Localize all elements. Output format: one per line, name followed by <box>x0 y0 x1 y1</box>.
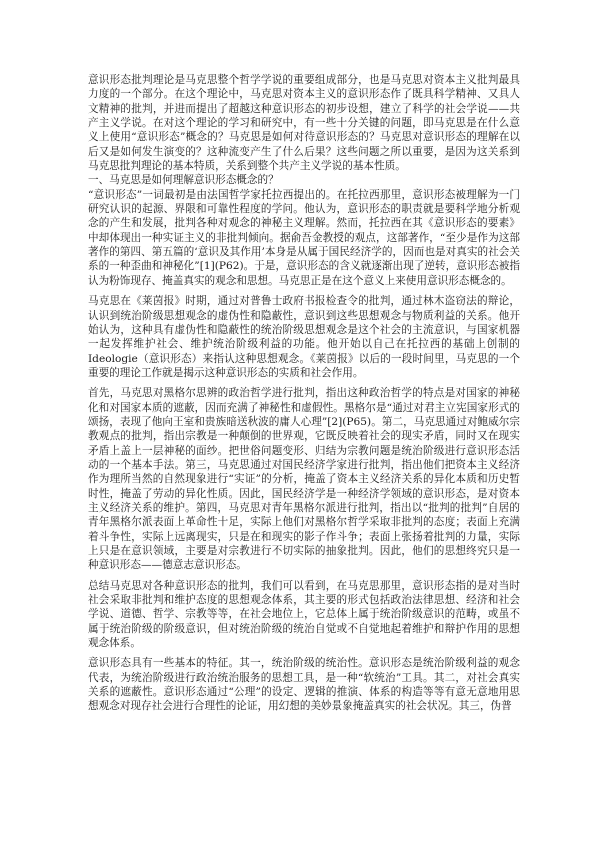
paragraph-origin-of-ideology: “意识形态”一词最初是由法国哲学家托拉西提出的。在托拉西那里，意识形态被理解为一门研究认识的起源、界限和可靠性程度的学问。他认为，意识形态的职责就是要科学地分析观念的产生和发展，批判各种对观念的神秘主义理解。然而，托拉西在其《意识形态的要素》中却体现出一种实证主义的非批判倾向。据俞吾金教授的观点，这部著作，“至少是作为这部著作的第四、第五篇的‘意识及其作用’本身是从属于国民经济学的，因而也是对真实的社会关系的一种歪曲和神秘化”[1](P62)。于是，意识形态的含义就逐渐出现了逆转，意识形态被指认为粉饰现存、掩盖真实的观念和思想。马克思正是在这个意义上来使用意识形态概念的。 <box>88 188 520 287</box>
document-page <box>88 73 520 714</box>
paragraph-summary: 总结马克思对各种意识形态的批判，我们可以看到，在马克思那里，意识形态指的是对当时社会采取非批判和维护态度的思想观念体系，其主要的形式包括政治法律思想、经济和社会学说、道德、哲学、宗教等等，在社会地位上，它总体上属于统治阶级意识的范畴，或虽不属于统治阶级的阶级意识，但对统治阶级的统治自觉或不自觉地起着维护和辩护作用的思想观念体系。 <box>88 579 520 650</box>
paragraph-features: 意识形态具有一些基本的特征。其一，统治阶级的统治性。意识形态是统治阶级利益的观念代表，为统治阶级进行政治统治服务的思想工具，是一种“软统治”工具。其二，对社会真实关系的遮蔽性。意识形态通过“公理”的设定、逻辑的推演、体系的构造等等有意无意地用思想观念对现存社会进行合理性的论证，用幻想的美妙景象掩盖真实的社会状况。其三，伪普 <box>88 657 520 713</box>
section-heading: 一、马克思是如何理解意识形态概念的？ <box>88 174 279 187</box>
paragraph-rheinische-zeitung: 马克思在《莱茵报》时期，通过对普鲁士政府书报检查令的批判，通过林木盗窃法的辩论，认识到统治阶级思想观念的虚伪性和隐蔽性，意识到这些思想观念与物质利益的关系。他开始认为，这种具有虚伪性和隐蔽性的统治阶级思想观念是这个社会的主流意识，与国家机器一起发挥维护社会、维护统治阶级利益的功能。他开始以自己在托拉西的基础上创制的Ideologie（意识形态）来指认这种思想观念。《莱茵报》以后的一段时间里，马克思的一个重要的理论工作就是揭示这种意识形态的实质和社会作用。 <box>88 295 520 379</box>
paragraph-four-critiques: 首先，马克思对黑格尔思辨的政治哲学进行批判，指出这种政治哲学的特点是对国家的神秘化和对国家本质的遮蔽，因而充满了神秘性和虚假性。黑格尔是“通过对君主立宪国家形式的颂扬，表现了他向王室和贵族暗送秋波的庸人心理”[2](P65)。第二，马克思通过对鲍威尔宗教观点的批判，指出宗教是一种颠倒的世界观，它既反映着社会的现实矛盾，同时又在现实矛盾上盖上一层神秘的面纱。把世俗问题变形、归结为宗教问题是统治阶级进行意识形态活动的一个基本手法。第三，马克思通过对国民经济学家进行批判，指出他们把资本主义经济作为理所当然的自然现象进行“实证”的分析，掩盖了资本主义经济关系的异化本质和历史暂时性，掩盖了劳动的异化性质。因此，国民经济学是一种经济学领域的意识形态，是对资本主义经济关系的维护。第四，马克思对青年黑格尔派进行批判，指出以“批判的批判”自居的青年黑格尔派表面上革命性十足，实际上他们对黑格尔哲学采取非批判的态度；表面上充满着斗争性，实际上远离现实，只是在和现实的影子作斗争；表面上张扬着批判的力量，实际上只是在意识领域，主要是对宗教进行不切实际的抽象批判。因此，他们的思想终究只是一种意识形态——德意志意识形态。 <box>88 387 520 572</box>
intro-paragraph: 意识形态批判理论是马克思整个哲学学说的重要组成部分，也是马克思对资本主义批判最具力度的一个部分。在这个理论中，马克思对资本主义的意识形态作了既具科学精神、又具人文精神的批判，并进而提出了超越这种意识形态的初步设想，建立了科学的社会学说——共产主义学说。在对这个理论的学习和研究中，有一些十分关键的问题，即马克思是在什么意义上使用“意识形态”概念的？马克思是如何对待意识形态的？马克思对意识形态的理解在以后又是如何发生演变的？这种流变产生了什么后果？这些问题之所以重要，是因为这关系到马克思批判理论的基本特质，关系到整个共产主义学说的基本性质。 <box>88 74 520 173</box>
